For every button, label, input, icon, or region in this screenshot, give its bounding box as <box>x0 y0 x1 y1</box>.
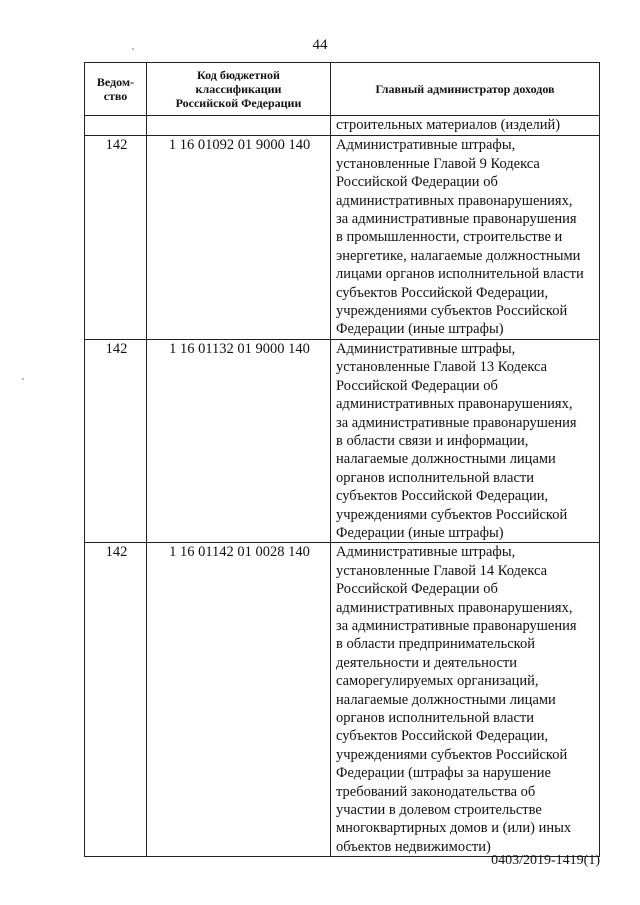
description-cell: Административные штрафы, установленные Главой 14 Кодекса Российской Федерации об административных правонарушениях, за административные правонарушения в области предпринимательской деятельности и деятельности саморегулируемых организаций, налагаемые должностными лицами органов исполнительной власти субъектов Российской Федерации, учреждениями субъектов Российской Федерации (штрафы за нарушение требований законодательства об участии в долевом строительстве многоквартирных домов и (или) иных объектов недвижимости) <box>331 543 600 857</box>
budget-classification-table <box>84 62 600 857</box>
page-number: 44 <box>312 37 328 53</box>
header-revenue-administrator: Главный администратор доходов <box>331 63 600 116</box>
dept-cell: 142 <box>85 136 147 339</box>
table-header-row <box>85 63 600 116</box>
header-budget-code: Код бюджетной классификации Российской Федерации <box>147 63 331 116</box>
continuation-dept-cell <box>85 116 147 136</box>
table-row <box>85 136 600 339</box>
code-cell: 1 16 01142 01 0028 140 <box>147 543 331 857</box>
code-cell: 1 16 01132 01 9000 140 <box>147 339 331 542</box>
scan-speck <box>132 48 134 50</box>
continuation-text: строительных материалов (изделий) <box>331 116 600 136</box>
table-row <box>85 339 600 542</box>
code-cell: 1 16 01092 01 9000 140 <box>147 136 331 339</box>
header-department: Ведом- ство <box>85 63 147 116</box>
continuation-row <box>85 116 600 136</box>
description-cell: Административные штрафы, установленные Главой 13 Кодекса Российской Федерации об административных правонарушениях, за административные правонарушения в области связи и информации, налагаемые должностными лицами органов исполнительной власти субъектов Российской Федерации, учреждениями субъектов Российской Федерации (иные штрафы) <box>331 339 600 542</box>
dept-cell: 142 <box>85 543 147 857</box>
description-cell: Административные штрафы, установленные Главой 9 Кодекса Российской Федерации об административных правонарушениях, за административные правонарушения в промышленности, строительстве и энергетике, налагаемые должностными лицами органов исполнительной власти субъектов Российской Федерации, учреждениями субъектов Российской Федерации (иные штрафы) <box>331 136 600 339</box>
table-row <box>85 543 600 857</box>
scan-speck <box>22 378 24 380</box>
dept-cell: 142 <box>85 339 147 542</box>
document-code: 0403/2019-1419(1) <box>491 853 600 868</box>
continuation-code-cell <box>147 116 331 136</box>
